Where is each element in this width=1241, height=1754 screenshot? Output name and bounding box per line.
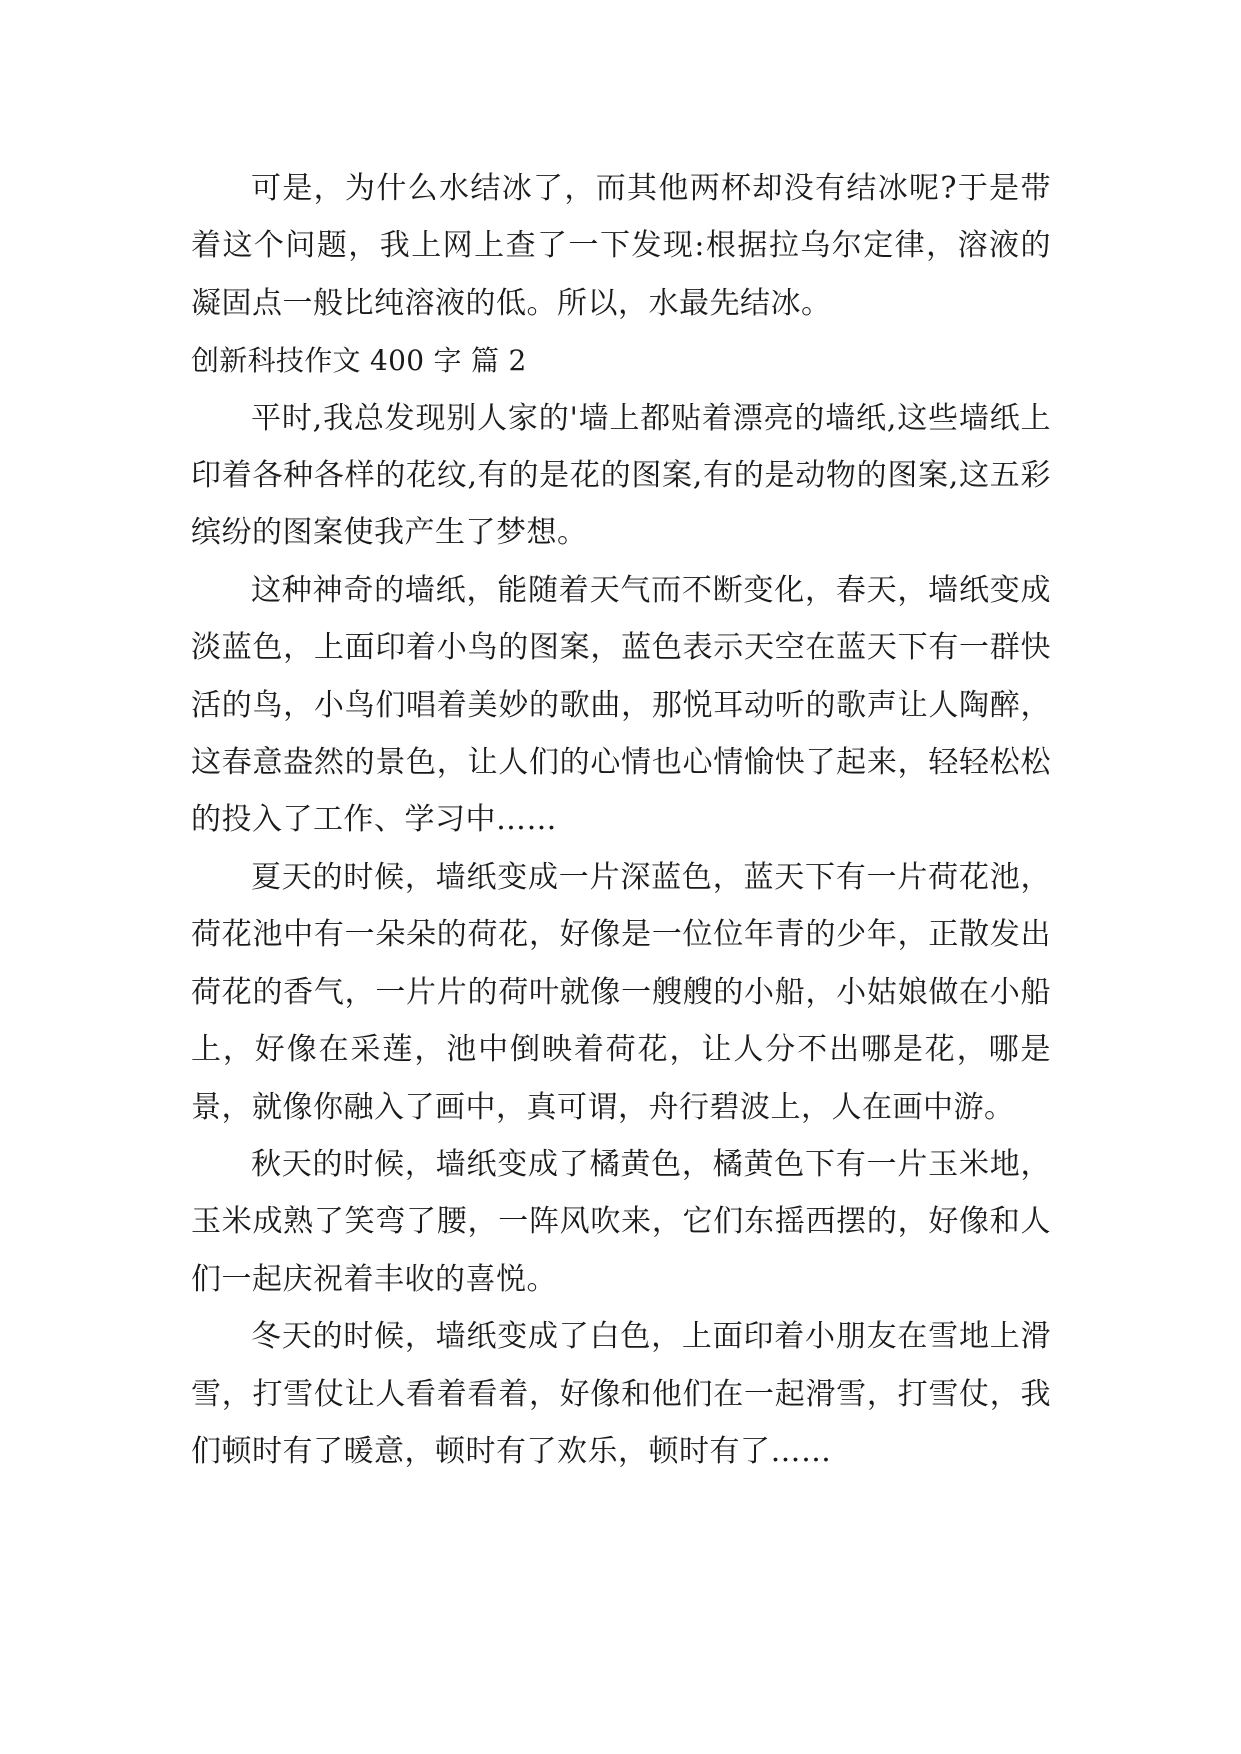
section-heading: 创新科技作文 400 字 篇 2	[191, 344, 527, 378]
paragraph-winter: 冬天的时候，墙纸变成了白色，上面印着小朋友在雪地上滑雪，打雪仗让人看着看着，好像和他们在一起滑雪，打雪仗，我们顿时有了暖意，顿时有了欢乐，顿时有了……	[191, 1319, 1051, 1469]
paragraph-spring: 这种神奇的墙纸，能随着天气而不断变化，春天，墙纸变成淡蓝色，上面印着小鸟的图案，蓝色表示天空在蓝天下有一群快活的鸟，小鸟们唱着美妙的歌曲，那悦耳动听的歌声让人陶醉，这春意盎然的景色，让人们的心情也心情愉快了起来，轻轻松松的投入了工作、学习中……	[191, 572, 1051, 838]
paragraph-wallpaper-intro: 平时,我总发现别人家的'墙上都贴着漂亮的墙纸,这些墙纸上印着各种各样的花纹,有的是花的图案,有的是动物的图案,这五彩缤纷的图案使我产生了梦想。	[191, 400, 1051, 551]
paragraph-autumn: 秋天的时候，墙纸变成了橘黄色，橘黄色下有一片玉米地，玉米成熟了笑弯了腰，一阵风吹来，它们东摇西摆的，好像和人们一起庆祝着丰收的喜悦。	[191, 1146, 1051, 1297]
paragraph-ice-explanation: 可是，为什么水结冰了，而其他两杯却没有结冰呢?于是带着这个问题，我上网上查了一下发现:根据拉乌尔定律，溶液的凝固点一般比纯溶液的低。所以，水最先结冰。	[191, 171, 1051, 321]
document-body	[191, 160, 1051, 1480]
paragraph-summer: 夏天的时候，墙纸变成一片深蓝色，蓝天下有一片荷花池，荷花池中有一朵朵的荷花，好像是一位位年青的少年，正散发出荷花的香气，一片片的荷叶就像一艘艘的小船，小姑娘做在小船上，好像在采莲，池中倒映着荷花，让人分不出哪是花，哪是景，就像你融入了画中，真可谓，舟行碧波上，人在画中游。	[191, 859, 1051, 1125]
